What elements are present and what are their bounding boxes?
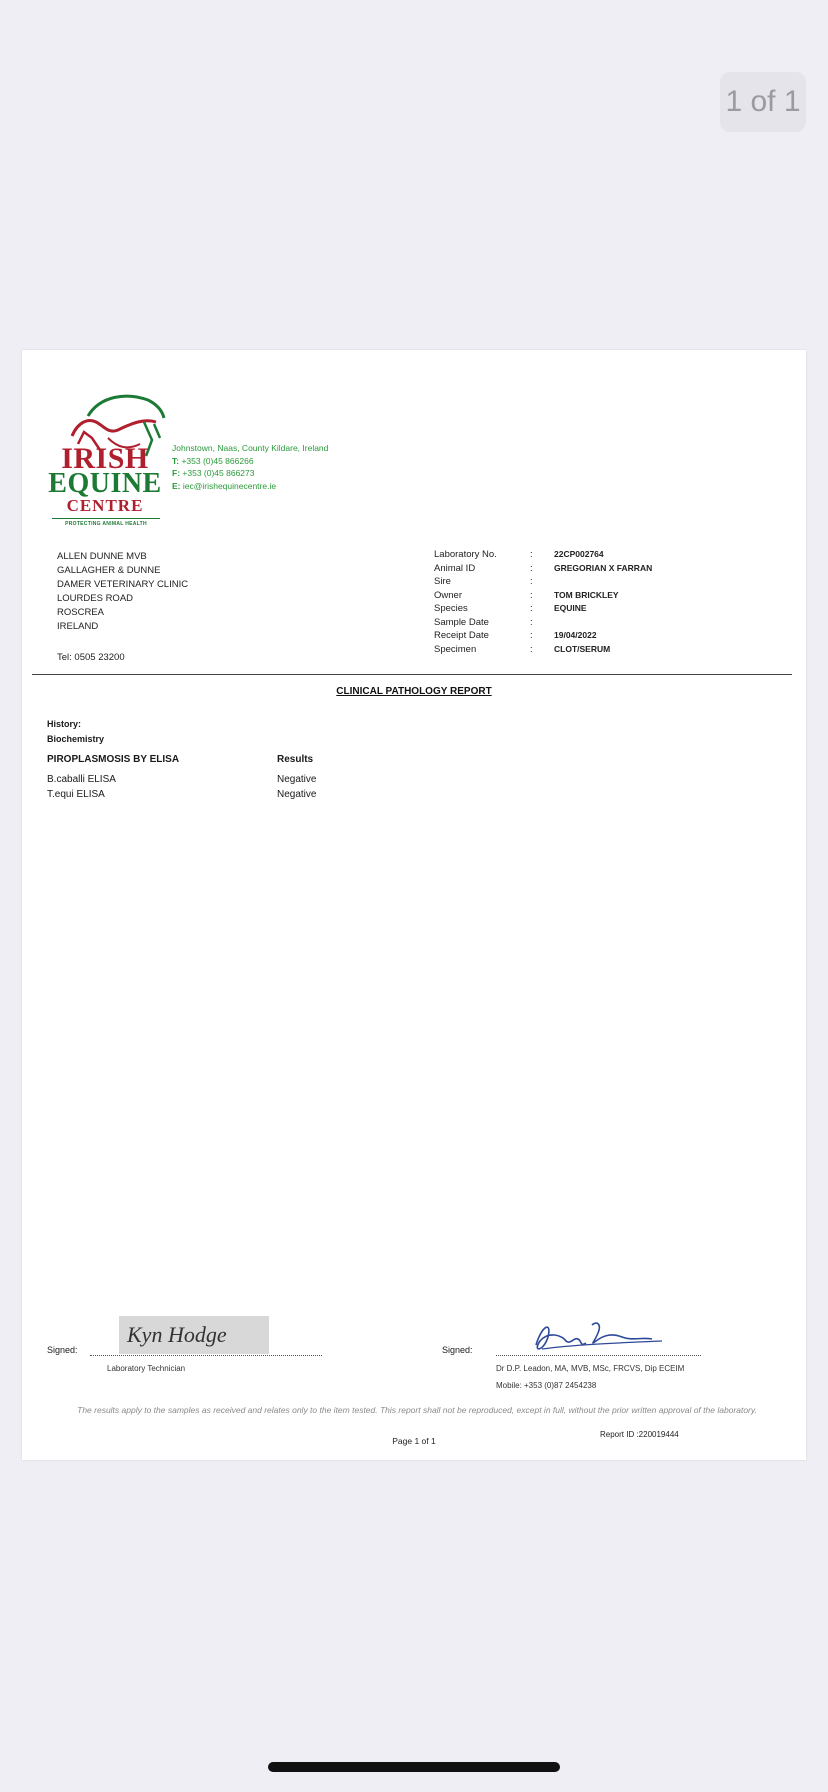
disclaimer: The results apply to the samples as received and relates only to the item tested. This report shall not be reproduced, except in full, without the prior written approval of the laboratory.: [77, 1405, 757, 1415]
logo-tagline: PROTECTING ANIMAL HEALTH: [52, 518, 160, 527]
contact-block: [172, 442, 328, 492]
address-line: IRELAND: [57, 621, 99, 632]
recipient-tel: Tel: 0505 23200: [57, 652, 125, 663]
report-document: [22, 350, 806, 1460]
page-counter: 1 of 1: [720, 72, 806, 132]
test-result: Negative: [277, 774, 317, 785]
logo-text-irish: IRISH: [61, 442, 149, 475]
vet-mobile: Mobile: +353 (0)87 2454238: [496, 1381, 597, 1390]
lab-key: Specimen: [434, 643, 477, 655]
lab-value: 19/04/2022: [554, 630, 597, 640]
address-line: ALLEN DUNNE MVB: [57, 551, 147, 562]
signature-line: [90, 1355, 322, 1356]
contact-phone: +353 (0)45 866266: [181, 455, 254, 466]
lab-sep: :: [530, 603, 533, 614]
lab-key: Animal ID: [434, 562, 476, 574]
lab-value: 22CP002764: [554, 549, 604, 559]
address-line: GALLAGHER & DUNNE: [57, 565, 161, 576]
report-title: CLINICAL PATHOLOGY REPORT: [336, 686, 492, 697]
email-label: E:: [172, 480, 181, 491]
history-label: History:: [47, 719, 82, 729]
lab-sep: :: [530, 616, 533, 628]
lab-sep: :: [530, 589, 533, 601]
lab-key: Owner: [434, 589, 462, 601]
test-result: Negative: [277, 789, 317, 800]
lab-key: Sample Date: [434, 616, 489, 628]
page-number: Page 1 of 1: [392, 1436, 436, 1446]
results-header-label: Results: [277, 754, 314, 765]
lab-sep: :: [530, 549, 533, 560]
lab-info-row: [434, 548, 652, 562]
logo-text-equine: EQUINE: [48, 468, 162, 499]
lab-info-row: [434, 629, 652, 643]
lab-value: CLOT/SERUM: [554, 643, 611, 654]
table-row: [47, 787, 347, 802]
home-indicator[interactable]: [268, 1762, 560, 1772]
lab-key: Species: [434, 603, 468, 614]
technician-signature: Kyn Hodge: [119, 1316, 269, 1354]
report-id: Report ID :220019444: [600, 1430, 679, 1439]
lab-value: EQUINE: [554, 603, 587, 613]
lab-sep: :: [530, 630, 533, 641]
lab-info-row: [434, 575, 652, 589]
contact-fax: +353 (0)45 866273: [182, 468, 255, 478]
lab-sep: :: [530, 643, 533, 655]
results-table: [47, 772, 347, 802]
signed-label-vet: Signed:: [442, 1345, 473, 1355]
signature-line: [496, 1355, 701, 1356]
history-block: [47, 717, 104, 747]
address-line: DAMER VETERINARY CLINIC: [57, 579, 189, 590]
lab-key: Laboratory No.: [434, 549, 497, 560]
test-name: T.equi ELISA: [47, 789, 105, 800]
lab-info-row: [434, 616, 652, 630]
lab-value: TOM BRICKLEY: [554, 589, 619, 600]
fax-label: F:: [172, 468, 181, 478]
signed-label-tech: Signed:: [47, 1345, 78, 1355]
lab-info-table: [434, 548, 652, 656]
test-name: B.caballi ELISA: [47, 774, 116, 785]
logo-text-centre: CENTRE: [66, 496, 144, 515]
header-divider: [32, 674, 792, 675]
lab-value: GREGORIAN X FARRAN: [554, 562, 653, 573]
vet-signature-icon: [522, 1315, 672, 1357]
lab-info-row: [434, 562, 652, 576]
lab-info-row: [434, 643, 652, 657]
vet-name: Dr D.P. Leadon, MA, MVB, MSc, FRCVS, Dip ECEIM: [496, 1364, 685, 1373]
contact-email: iec@irishequinecentre.ie: [182, 480, 277, 491]
address-line: ROSCREA: [57, 607, 104, 618]
address-line: LOURDES ROAD: [57, 593, 134, 604]
lab-info-row: [434, 602, 652, 616]
test-header: PIROPLASMOSIS BY ELISA: [47, 754, 180, 765]
contact-address: Johnstown, Naas, County Kildare, Ireland: [172, 443, 329, 453]
lab-key: Receipt Date: [434, 630, 489, 641]
section-label: Biochemistry: [47, 734, 105, 744]
lab-sep: :: [530, 562, 533, 574]
technician-title: Laboratory Technician: [107, 1364, 186, 1373]
table-row: [47, 772, 347, 787]
lab-sep: :: [530, 576, 533, 587]
lab-key: Sire: [434, 576, 451, 587]
recipient-address: [57, 550, 188, 634]
phone-label: T:: [172, 455, 180, 466]
lab-info-row: [434, 589, 652, 603]
